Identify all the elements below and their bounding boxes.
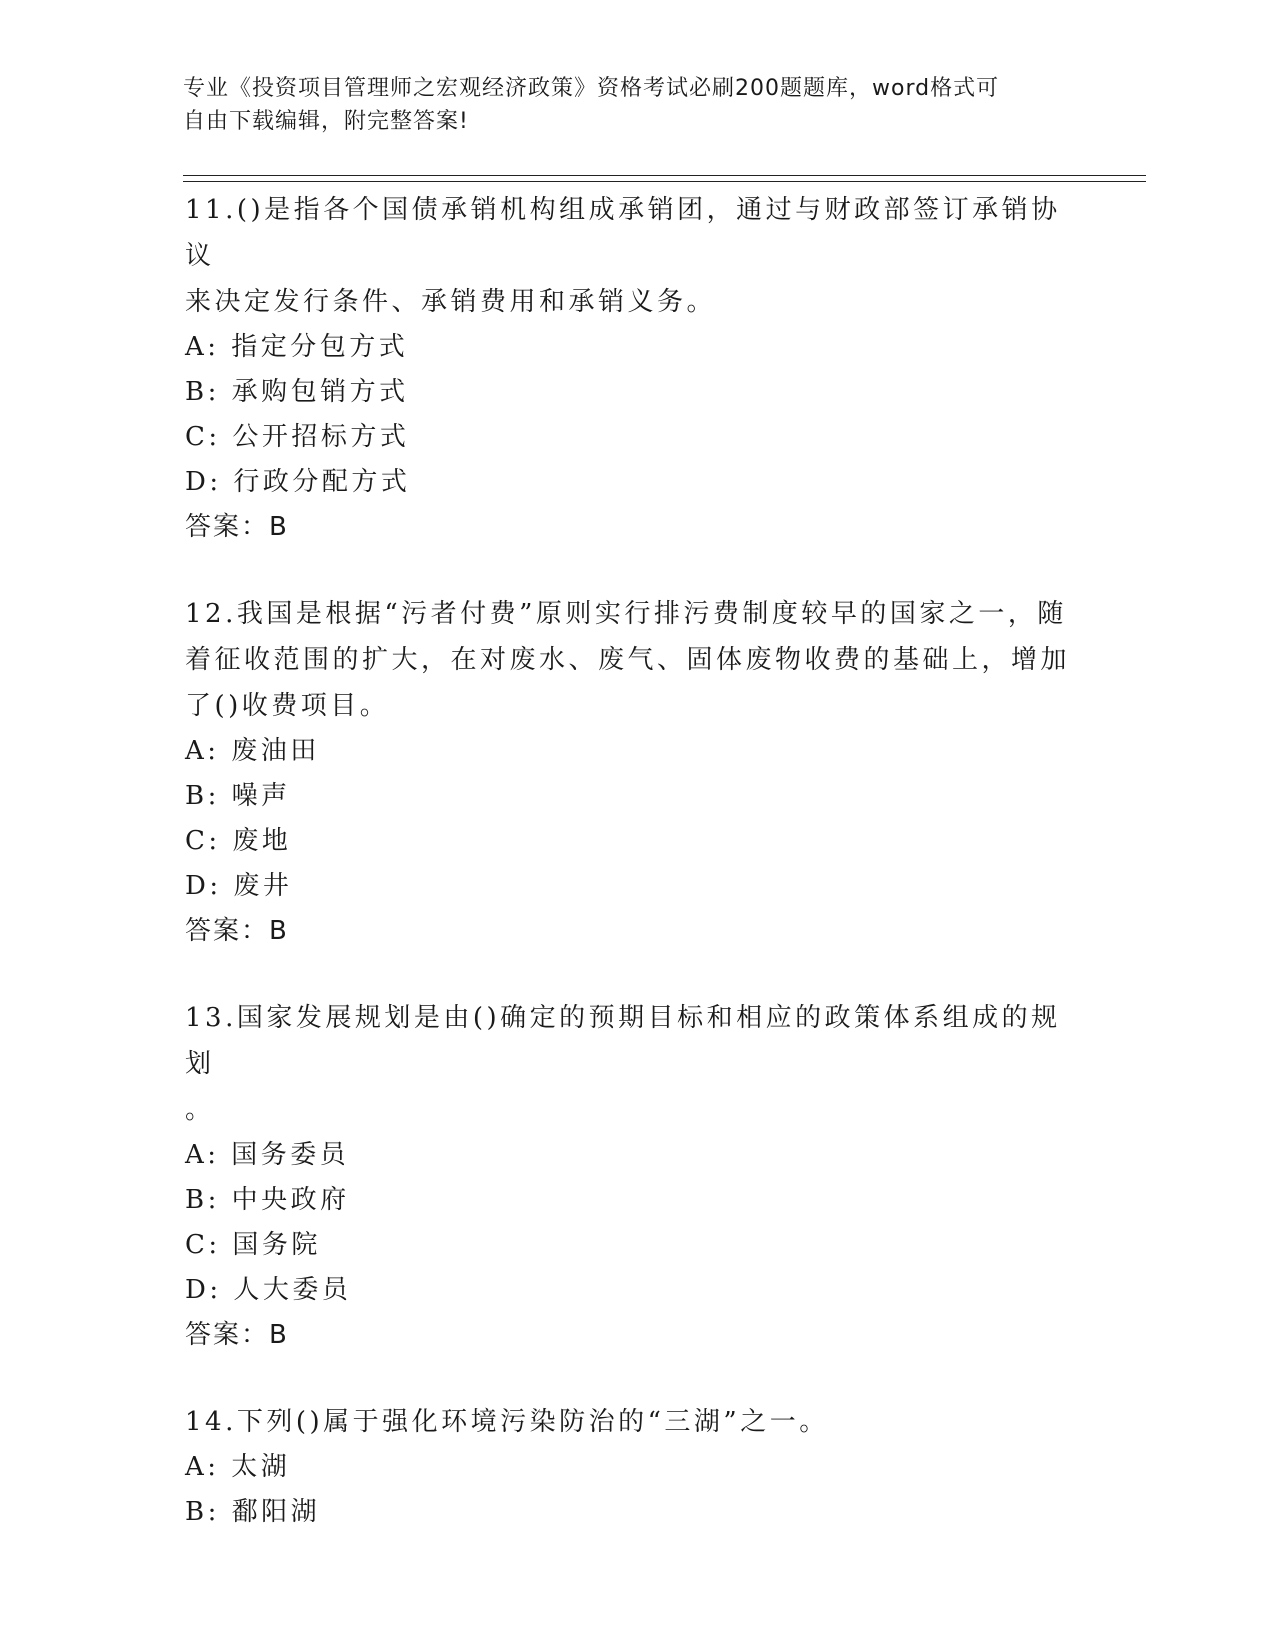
- question-stem-line: 14.下列()属于强化环境污染防治的“三湖”之一。: [185, 1407, 829, 1437]
- answer-option: B: 承购包销方式: [185, 377, 409, 407]
- question-stem-line: 。: [185, 1095, 215, 1125]
- question-12: [185, 591, 1085, 953]
- question-stem-line: 13.国家发展规划是由()确定的预期目标和相应的政策体系组成的规划: [185, 1003, 1061, 1079]
- answer-option: D: 人大委员: [185, 1275, 352, 1305]
- answer-option: A: 指定分包方式: [185, 332, 409, 362]
- header-line-1: 专业《投资项目管理师之宏观经济政策》资格考试必刷200题题库，word格式可: [183, 76, 1000, 101]
- header-line-2: 自由下载编辑，附完整答案!: [183, 109, 469, 134]
- question-13: [185, 995, 1085, 1357]
- question-stem-line: 了()收费项目。: [185, 691, 390, 721]
- answer-option: C: 国务院: [185, 1230, 321, 1260]
- answer-option: D: 废井: [185, 871, 293, 901]
- question-stem-line: 来决定发行条件、承销费用和承销义务。: [185, 287, 717, 317]
- answer-option: B: 中央政府: [185, 1185, 350, 1215]
- correct-answer: 答案：B: [185, 916, 289, 946]
- header-divider: [183, 175, 1146, 182]
- answer-option: A: 太湖: [185, 1452, 291, 1482]
- question-14: [185, 1399, 1085, 1535]
- answer-option: D: 行政分配方式: [185, 467, 411, 497]
- answer-option: A: 废油田: [185, 736, 320, 766]
- question-stem: [185, 995, 1085, 1133]
- question-list: [185, 187, 1085, 1577]
- answer-option: B: 鄱阳湖: [185, 1497, 321, 1527]
- question-stem-line: 着征收范围的扩大，在对废水、废气、固体废物收费的基础上，增加: [185, 645, 1071, 675]
- question-stem-line: 12.我国是根据“污者付费”原则实行排污费制度较早的国家之一，随: [185, 599, 1067, 629]
- question-11: [185, 187, 1085, 549]
- answer-option: C: 公开招标方式: [185, 422, 410, 452]
- answer-option: C: 废地: [185, 826, 292, 856]
- correct-answer: 答案：B: [185, 512, 289, 542]
- answer-option: B: 噪声: [185, 781, 291, 811]
- question-stem: [185, 591, 1085, 729]
- correct-answer: 答案：B: [185, 1320, 289, 1350]
- question-stem-line: 11.()是指各个国债承销机构组成承销团，通过与财政部签订承销协议: [185, 195, 1061, 271]
- question-stem: [185, 187, 1085, 325]
- answer-option: A: 国务委员: [185, 1140, 350, 1170]
- question-stem: [185, 1399, 1085, 1445]
- document-header: [183, 72, 1063, 138]
